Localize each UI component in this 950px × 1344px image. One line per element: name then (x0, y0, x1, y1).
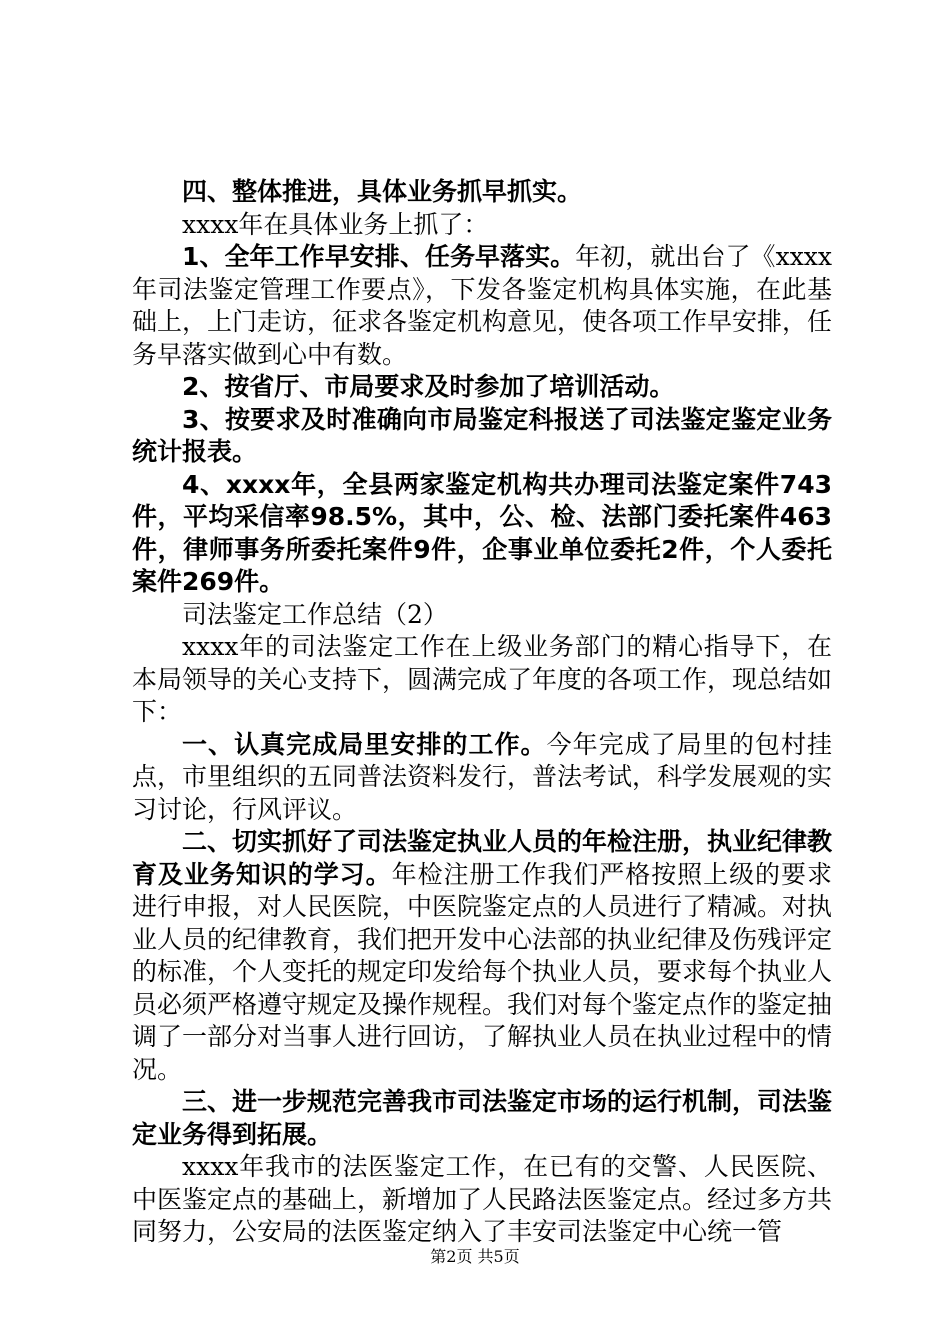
paragraph-heading: 三、进一步规范完善我市司法鉴定市场的运行机制，司法鉴定业务得到拓展。 (132, 1087, 833, 1149)
paragraph-heading: 四、整体推进，具体业务抓早抓实。 (182, 177, 583, 206)
paragraph (132, 469, 832, 599)
paragraph-text: 今年完成了局里的包村挂点，市里组织的五同普法资料发行，普法考试，科学发展观的实习讨论，行风评议。 (132, 729, 833, 824)
paragraph (132, 1086, 832, 1151)
paragraph (132, 631, 832, 729)
paragraph (132, 209, 832, 242)
paragraph-heading: 4、xxxx年，全县两家鉴定机构共办理司法鉴定案件743件，平均采信率98.5%，其中，公、检、法部门委托案件463件，律师事务所委托案件9件，企事业单位委托2件，个人委托案件269件。 (132, 469, 832, 596)
paragraph (132, 371, 832, 404)
paragraph-heading: 2、按省厅、市局要求及时参加了培训活动。 (182, 372, 675, 401)
section-title (132, 599, 832, 632)
paragraph-heading: 一、认真完成局里安排的工作。 (182, 729, 547, 759)
paragraph (132, 241, 832, 371)
paragraph-text: 年初，就出台了《xxxx年司法鉴定管理工作要点》，下发各鉴定机构具体实施，在此基础上，上门走访，征求各鉴定机构意见，使各项工作早安排，任务早落实做到心中有数。 (132, 242, 833, 369)
paragraph-text: xxxx年的司法鉴定工作在上级业务部门的精心指导下，在本局领导的关心支持下，圆满完成了年度的各项工作，现总结如下： (132, 632, 833, 726)
page-number-footer: 第2页 共5页 (430, 1247, 520, 1266)
paragraph (132, 826, 832, 1086)
paragraph-heading: 二、切实抓好了司法鉴定执业人员的年检注册，执业纪律教育及业务知识的学习。 (132, 827, 833, 889)
paragraph-text: 司法鉴定工作总结（2） (182, 599, 448, 629)
document-body (132, 176, 832, 1249)
paragraph-text: 年检注册工作我们严格按照上级的要求进行申报，对人民医院，中医院鉴定点的人员进行了精减。对执业人员的纪律教育，我们把开发中心法部的执业纪律及伤残评定的标准，个人变托的规定印发给每个执业人员，要求每个执业人员必须严格遵守规定及操作规程。我们对每个鉴定点作的鉴定抽调了一部分对当事人进行回访，了解执业人员在执业过程中的情况。 (132, 859, 833, 1084)
paragraph (132, 176, 832, 209)
paragraph (132, 404, 832, 469)
paragraph-text: xxxx年在具体业务上抓了： (182, 209, 489, 239)
paragraph-text: xxxx年我市的法医鉴定工作，在已有的交警、人民医院、中医鉴定点的基础上，新增加了人民路法医鉴定点。经过多方共同努力，公安局的法医鉴定纳入了丰安司法鉴定中心统一管 (132, 1152, 833, 1246)
paragraph-heading: 3、按要求及时准确向市局鉴定科报送了司法鉴定鉴定业务统计报表。 (132, 404, 832, 466)
paragraph (132, 729, 832, 827)
paragraph-heading: 1、全年工作早安排、任务早落实。 (182, 242, 576, 271)
paragraph (132, 1151, 832, 1249)
